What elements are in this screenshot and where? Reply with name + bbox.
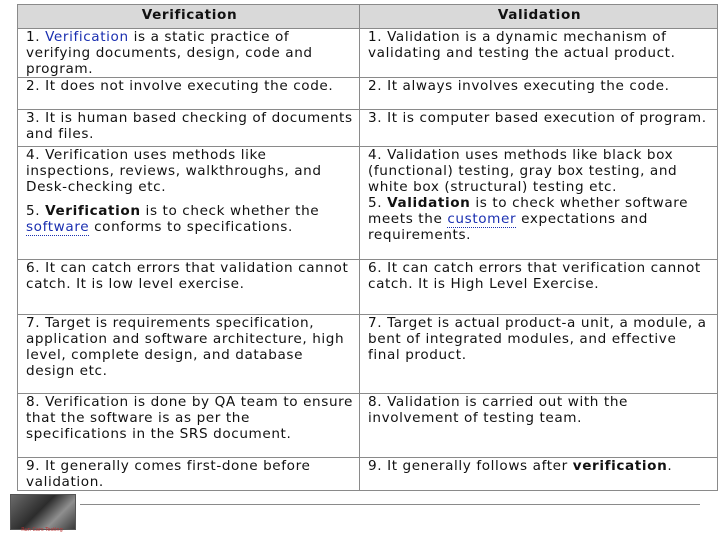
header-validation: Validation	[360, 5, 718, 29]
vehicle-photo-logo-icon	[10, 494, 76, 530]
table-cell: 1. Verification is a static practice of verifying documents, design, code and program.	[18, 29, 360, 78]
table-row	[18, 458, 718, 491]
table-cell: 6. It can catch errors that verification cannot catch. It is High Level Exercise.	[360, 260, 718, 315]
table-cell: 3. It is computer based execution of program.	[360, 110, 718, 147]
table-cell: 8. Validation is carried out with the involvement of testing team.	[360, 394, 718, 458]
logo-caption: Run Cars Testing	[21, 527, 63, 533]
table-cell: 1. Validation is a dynamic mechanism of validating and testing the actual product.	[360, 29, 718, 78]
table-cell: 9. It generally follows after verification.	[360, 458, 718, 491]
table-cell: 2. It always involves executing the code.	[360, 78, 718, 110]
verification-validation-table	[17, 4, 718, 491]
software-link[interactable]: software	[26, 219, 90, 235]
table-row	[18, 394, 718, 458]
table-cell: 2. It does not involve executing the code.	[18, 78, 360, 110]
table-row	[18, 147, 718, 260]
table-row	[18, 315, 718, 394]
table-header-row	[18, 5, 718, 29]
header-verification: Verification	[18, 5, 360, 29]
table-row	[18, 110, 718, 147]
table-cell: 8. Verification is done by QA team to ensure that the software is as per the specifications in the SRS document.	[18, 394, 360, 458]
table-cell: 9. It generally comes first-done before validation.	[18, 458, 360, 491]
table-cell: 4. Validation uses methods like black box (functional) testing, gray box testing, and white box (structural) testing etc. 5. Validation is to check whether software meets the customer expectations and requirements.	[360, 147, 718, 260]
verification-link[interactable]: Verification	[45, 29, 129, 45]
table-row	[18, 260, 718, 315]
table-cell: 6. It can catch errors that validation cannot catch. It is low level exercise.	[18, 260, 360, 315]
table-cell: 4. Verification uses methods like inspections, reviews, walkthroughs, and Desk-checking etc. 5. Verification is to check whether the software conforms to specifications.	[18, 147, 360, 260]
table-cell: 3. It is human based checking of documents and files.	[18, 110, 360, 147]
table-row	[18, 78, 718, 110]
table-cell: 7. Target is requirements specification, application and software architecture, high level, complete design, and database design etc.	[18, 315, 360, 394]
table-cell: 7. Target is actual product-a unit, a module, a bent of integrated modules, and effective final product.	[360, 315, 718, 394]
customer-link[interactable]: customer	[447, 211, 517, 227]
footer-divider	[80, 504, 700, 505]
table-row	[18, 29, 718, 78]
